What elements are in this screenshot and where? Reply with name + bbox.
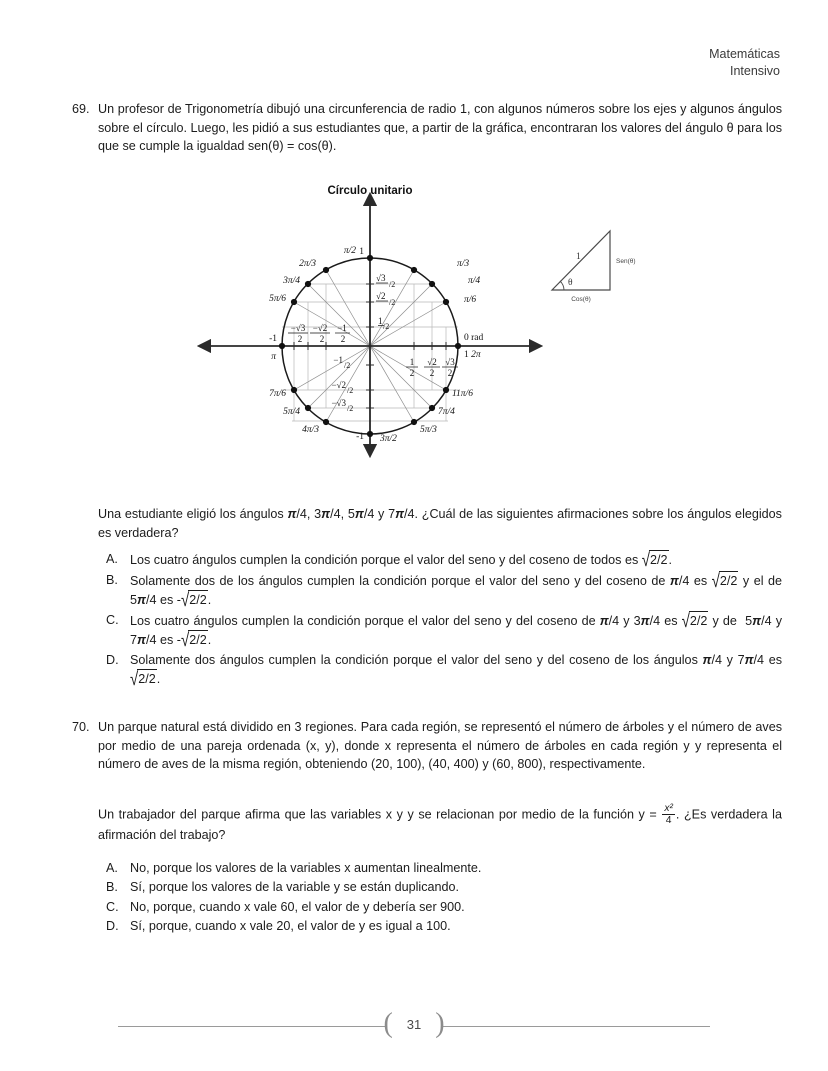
question-69-number: 69. [72, 102, 90, 116]
question-70-number: 70. [72, 720, 90, 734]
option-text-70-a: No, porque los valores de la variables x aumentan linealmente. [130, 860, 482, 875]
question-70-stem: Un parque natural está dividido en 3 regiones. Para cada región, se representó el número de árboles y el número de aves por medio de una pareja ordenada (x, y), donde x representa el número de árboles en cada región y y representa el número de aves de la misma región, obteniendo (20, 100), (40, 400) y (60, 800), respectivamente. [98, 720, 782, 771]
option-row-69-c[interactable] [106, 611, 782, 650]
figure-title-text: Círculo unitario [327, 185, 413, 197]
option-text-69-d: Solamente dos ángulos cumplen la condición porque el valor del seno y del coseno de los ángulos π/4 y 7π/4 es √2/2. [130, 652, 782, 691]
triangle-label-angle: θ [568, 278, 573, 288]
angle-label-7pi-6: 7π/6 [269, 389, 286, 399]
angle-label-4pi-3: 4π/3 [302, 425, 319, 435]
ytick-label-sqrt3-over-2: √3 [376, 273, 386, 283]
question-70-answer-area [72, 803, 782, 937]
option-letter-70-a: A. [106, 860, 118, 875]
footer-rule-right [442, 1026, 710, 1027]
ytick-label-neg-1-over-2: −1 [333, 355, 343, 365]
angle-label-3pi-2: 3π/2 [380, 434, 397, 444]
option-text-70-d: Sí, porque, cuando x vale 20, el valor de y es igual a 100. [130, 919, 451, 934]
svg-text:/2: /2 [389, 298, 396, 307]
svg-text:2: 2 [409, 368, 415, 378]
ytick-label-1-over-2: 1 [378, 316, 383, 326]
question-69-prompt: Una estudiante eligió los ángulos π/4, 3π/4, 5π/4 y 7π/4. ¿Cuál de las siguientes afirmaciones sobre los ángulos elegidos es verdadera? [98, 507, 782, 540]
option-letter-70-d: D. [106, 919, 119, 934]
svg-text:2: 2 [340, 334, 346, 344]
angle-label-5pi-4: 5π/4 [283, 407, 300, 417]
option-row-70-a[interactable] [106, 859, 782, 878]
angle-label-pi-6: π/6 [464, 295, 477, 305]
question-69-answer-area [72, 505, 782, 690]
angle-label-pi-4: π/4 [468, 276, 481, 286]
option-row-70-d[interactable] [106, 917, 782, 936]
option-row-70-b[interactable] [106, 878, 782, 897]
ytick-label-sqrt2-over-2: √2 [376, 291, 386, 301]
page-footer [0, 1009, 828, 1043]
xtick-label-1-over-2: 1 [409, 357, 415, 367]
unit-circle-figure [180, 183, 680, 479]
angle-label-7pi-4: 7π/4 [438, 407, 455, 417]
svg-text:/2: /2 [389, 280, 396, 289]
fraction-numerator: x² [664, 803, 673, 814]
svg-text:/2: /2 [383, 322, 390, 331]
question-70-prompt-pre: Un trabajador del parque afirma que las variables x y y se relacionan por medio de la función y = [98, 807, 662, 822]
question-70 [72, 718, 782, 774]
header-line-subject: Matemáticas [709, 47, 780, 61]
header-line-level: Intensivo [729, 64, 780, 78]
option-letter-69-d: D. [106, 652, 119, 667]
footer-page-wrap [383, 1009, 444, 1039]
xtick-label-neg-1-over-2: −1 [337, 323, 347, 333]
triangle-label-hypotenuse: 1 [576, 252, 581, 262]
svg-text:/2: /2 [347, 404, 354, 413]
ytick-label-neg-sqrt2-over-2: −√2 [331, 380, 346, 390]
option-letter-70-b: B. [106, 880, 118, 895]
svg-text:/2: /2 [347, 386, 354, 395]
xtick-label-sqrt3-over-2: √3 [445, 357, 455, 367]
option-letter-69-b: B. [106, 572, 118, 587]
ytick-label-neg-sqrt3-over-2: −√3 [331, 398, 346, 408]
option-letter-70-c: C. [106, 899, 119, 914]
axis-label-one-twopi: 1 2π [464, 350, 481, 360]
option-letter-69-a: A. [106, 552, 118, 566]
angle-label-pi-2: π/2 [343, 246, 356, 256]
svg-text:2: 2 [319, 334, 325, 344]
svg-text:2: 2 [447, 368, 453, 378]
option-text-69-b: Solamente dos de los ángulos cumplen la condición porque el valor del seno y del coseno de π/4 es √2/2 y el de 5π/4 es -√2/2. [130, 570, 782, 612]
footer-rule-left [118, 1026, 386, 1027]
footer-brace-right: ) [435, 1008, 445, 1039]
triangle-label-adjacent: Cos(θ) [571, 296, 591, 303]
question-69-stem: Un profesor de Trigonometría dibujó una circunferencia de radio 1, con algunos números sobre los ejes y algunos ángulos sobre el círculo. Luego, les pidió a sus estudiantes que, a partir de la gráfica, encontraran los valores del ángulo θ para los que se cumple la igualdad sen(θ) = cos(θ). [98, 102, 782, 153]
option-row-69-d[interactable] [106, 651, 782, 689]
question-69-stem-row [72, 100, 782, 156]
option-row-69-a[interactable] [106, 550, 782, 570]
right-triangle-graphic [552, 231, 636, 303]
svg-text:2: 2 [429, 368, 435, 378]
footer-brace-left: ( [383, 1008, 393, 1039]
svg-text:2: 2 [297, 334, 303, 344]
xtick-label-sqrt2-over-2: √2 [427, 357, 437, 367]
option-text-70-b: Sí, porque los valores de la variable y se están duplicando. [130, 880, 460, 895]
option-text-70-c: No, porque, cuando x vale 60, el valor de y debería ser 900. [130, 899, 465, 914]
page-number: 31 [406, 1016, 422, 1032]
xtick-label-neg-sqrt2-over-2: −√2 [312, 323, 328, 333]
question-70-prompt-post: . ¿Es verdadera la afirmación del trabajo? [98, 807, 782, 843]
question-70-prompt [98, 803, 782, 845]
angle-label-11pi-6: 11π/6 [452, 389, 473, 399]
angle-label-5pi-3: 5π/3 [420, 425, 437, 435]
question-69 [72, 100, 782, 156]
angle-label-2pi-3: 2π/3 [299, 259, 316, 269]
option-text-69-a: Los cuatro ángulos cumplen la condición porque el valor del seno y del coseno de todos es √2/2. [130, 549, 673, 572]
fraction-denominator: 4 [662, 814, 675, 826]
function-fraction [662, 803, 675, 826]
question-69-options [106, 550, 782, 689]
angle-label-pi-3: π/3 [457, 259, 470, 269]
option-text-69-c: Los cuatro ángulos cumplen la condición porque el valor del seno y del coseno de π/4 y 3π/4 es √2/2 y de 5π/4 y 7π/4 es -√2/2. [130, 610, 782, 652]
question-70-stem-row [72, 718, 782, 774]
axis-label-top-one: 1 [359, 247, 364, 257]
axis-label-neg-one: -1 [269, 334, 277, 344]
axis-label-zero-rad: 0 rad [464, 333, 484, 343]
question-70-options [106, 859, 782, 936]
option-letter-69-c: C. [106, 612, 119, 627]
angle-label-5pi-6: 5π/6 [269, 294, 286, 304]
option-row-70-c[interactable] [106, 898, 782, 917]
page-header [709, 46, 780, 80]
angle-label-3pi-4: 3π/4 [283, 276, 300, 286]
svg-text:/2: /2 [344, 361, 351, 370]
xtick-label-neg-sqrt3-over-2: −√3 [290, 323, 306, 333]
unit-circle-graphic [200, 195, 540, 455]
option-row-69-b[interactable] [106, 571, 782, 610]
angle-label-pi: π [271, 352, 276, 362]
triangle-label-opposite: Sen(θ) [616, 258, 636, 265]
axis-label-bottom-neg-one: -1 [356, 432, 364, 442]
